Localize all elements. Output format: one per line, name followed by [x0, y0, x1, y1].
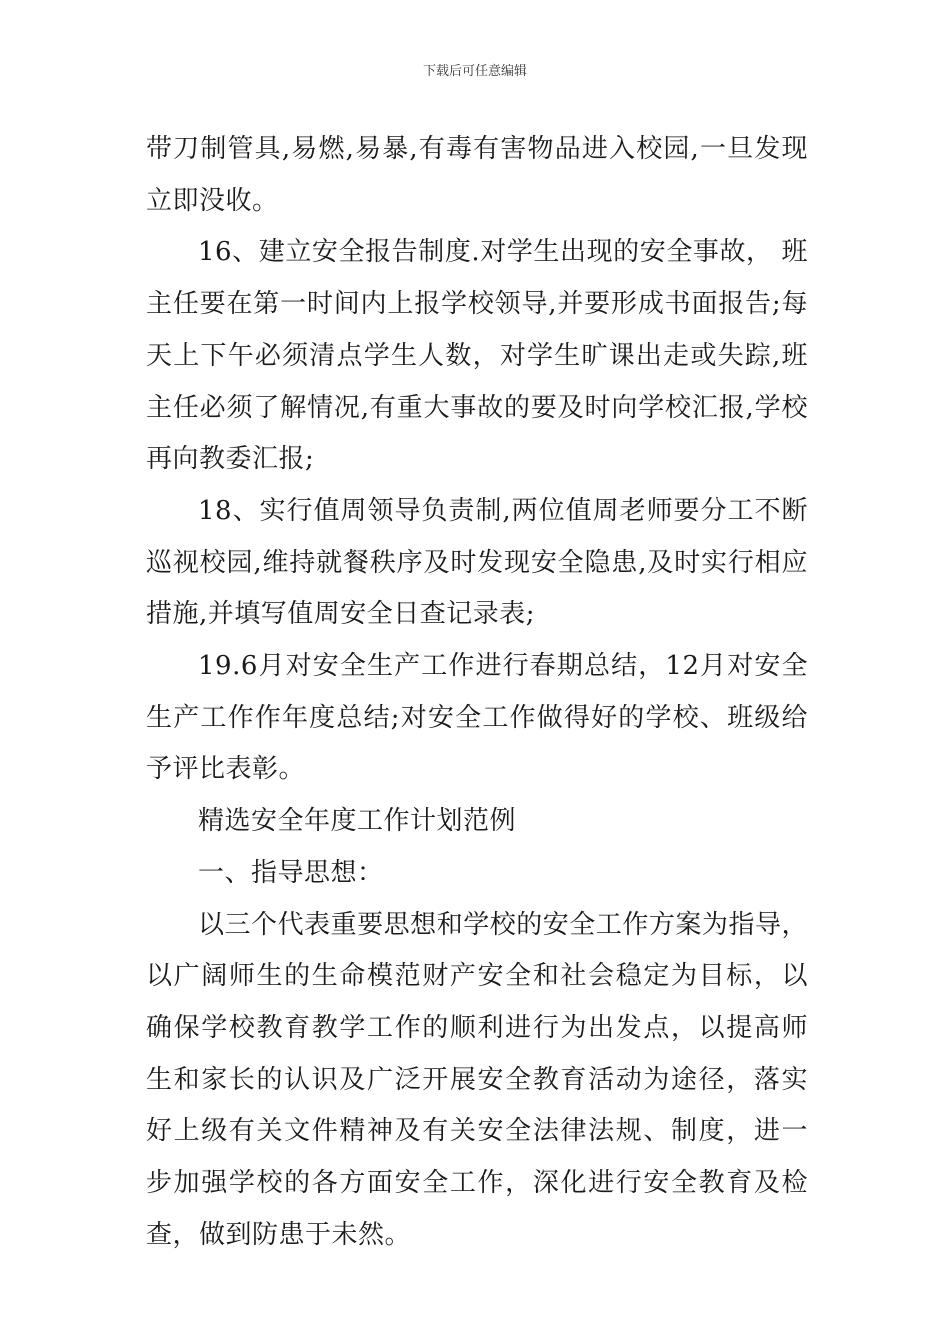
paragraph-4: 19.6月对安全生产工作进行春期总结，12月对安全生产工作作年度总结;对安全工作做得好的学校、班级给予评比表彰。	[146, 651, 808, 785]
page-header-note: 下载后可任意编辑	[422, 64, 527, 79]
paragraph-2: 16、建立安全报告制度.对学生出现的安全事故， 班主任要在第一时间内上报学校领导,并要形成书面报告;每天上下午必须清点学生人数，对学生旷课出走或失踪,班主任必须了解情况,有重大事故的要及时向学校汇报,学校再向教委汇报;	[146, 237, 808, 475]
paragraph-1: 带刀制管具,易燃,易暴,有毒有害物品进入校园,一旦发现立即没收。	[146, 134, 808, 216]
document-body	[146, 124, 808, 1261]
section-heading-example: 精选安全年度工作计划范例	[198, 806, 517, 837]
section-heading-guiding-ideology: 一、指导思想：	[198, 857, 384, 888]
paragraph-guiding-ideology: 以三个代表重要思想和学校的安全工作方案为指导，以广阔师生的生命模范财产安全和社会稳定为目标，以确保学校教育教学工作的顺利进行为出发点，以提高师生和家长的认识及广泛开展安全教育活动为途径，落实好上级有关文件精神及有关安全法律法规、制度，进一步加强学校的各方面安全工作，深化进行安全教育及检查，做到防患于未然。	[146, 909, 808, 1250]
paragraph-3: 18、实行值周领导负责制,两位值周老师要分工不断巡视校园,维持就餐秩序及时发现安全隐患,及时实行相应措施,并填写值周安全日查记录表;	[146, 495, 808, 630]
